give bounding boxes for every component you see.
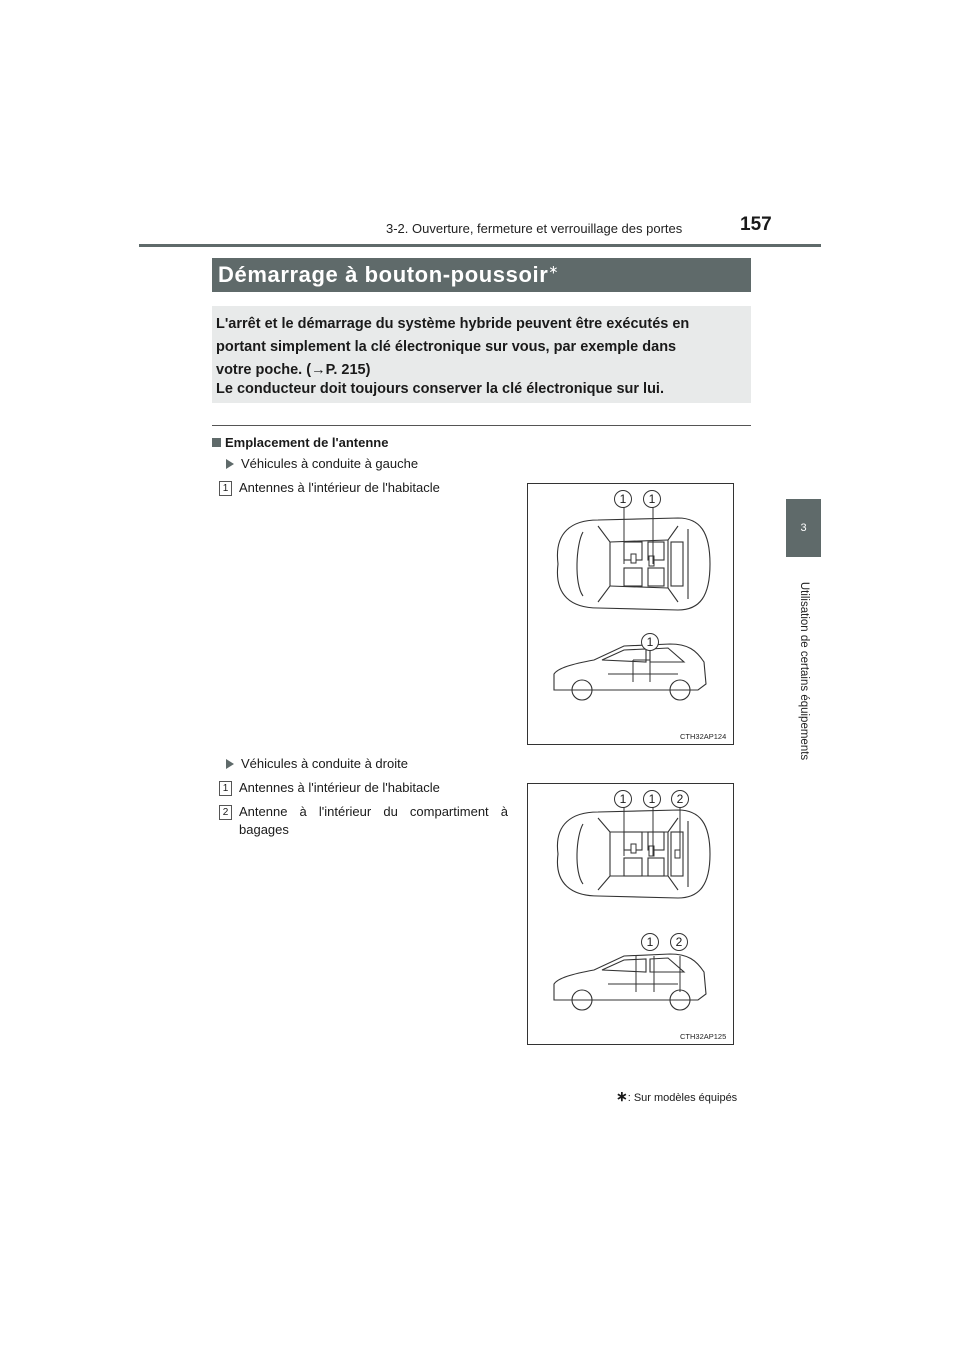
- asterisk-icon: ∗: [548, 262, 560, 277]
- rhd-item-2-text-line-1: Antenne à l'intérieur du compartiment à: [239, 804, 508, 819]
- footnote: [616, 1088, 737, 1105]
- section-title-text: Emplacement de l'antenne: [225, 435, 389, 450]
- rhd-heading-text: Véhicules à conduite à droite: [241, 756, 408, 771]
- callout-1: 1: [643, 790, 661, 808]
- page-title-bar: [212, 258, 751, 292]
- rhd-antenna-figure: [527, 783, 734, 1045]
- page-number: 157: [740, 214, 772, 235]
- rhd-item-2-number: 2: [219, 805, 232, 820]
- page-title-text: Démarrage à bouton-poussoir: [218, 262, 549, 287]
- callout-1: 1: [614, 490, 632, 508]
- header-rule: [139, 244, 821, 247]
- asterisk-icon: ∗: [616, 1088, 628, 1104]
- intro-box: [212, 306, 751, 403]
- square-bullet-icon: [212, 438, 221, 447]
- lhd-antenna-figure: [527, 483, 734, 745]
- callout-1: 1: [641, 633, 659, 651]
- rhd-item-1-text: Antennes à l'intérieur de l'habitacle: [239, 780, 440, 795]
- section-rule: [212, 425, 751, 426]
- callout-1: 1: [643, 490, 661, 508]
- header-section-title: 3-2. Ouverture, fermeture et verrouillage des portes: [386, 221, 683, 236]
- callout-2: 2: [671, 790, 689, 808]
- callout-1: 1: [641, 933, 659, 951]
- page-title: [218, 262, 559, 288]
- arrow-right-icon: [226, 759, 234, 769]
- rhd-item-1-number: 1: [219, 781, 232, 796]
- chapter-tab-title-text: Utilisation de certains équipements: [797, 581, 810, 761]
- lhd-item-number: 1: [219, 481, 232, 496]
- figure-code: CTH32AP124: [680, 732, 727, 741]
- callout-2: 2: [670, 933, 688, 951]
- rhd-item-2-text-line-2: bagages: [239, 822, 289, 837]
- intro-line-2: portant simplement la clé électronique sur vous, par exemple dans: [216, 339, 677, 355]
- rhd-heading: [226, 756, 408, 771]
- callout-1: 1: [614, 790, 632, 808]
- figure-code: CTH32AP125: [680, 1032, 727, 1041]
- lhd-item-text: Antennes à l'intérieur de l'habitacle: [239, 480, 440, 495]
- lhd-heading-text: Véhicules à conduite à gauche: [241, 456, 419, 471]
- footnote-text: : Sur modèles équipés: [627, 1092, 738, 1104]
- intro-line-4: Le conducteur doit toujours conserver la clé électronique sur lui.: [216, 381, 664, 397]
- intro-line-1: L'arrêt et le démarrage du système hybride peuvent être exécutés en: [216, 316, 690, 332]
- lhd-heading: [226, 456, 418, 471]
- intro-line-3: votre poche. (→P. 215): [216, 362, 371, 378]
- rhd-car-illustration: [528, 784, 733, 1044]
- chapter-tab-number: 3: [786, 499, 821, 557]
- chapter-tab-title: [786, 566, 821, 776]
- section-title: [212, 435, 388, 450]
- lhd-car-illustration: [528, 484, 733, 744]
- arrow-right-icon: [226, 459, 234, 469]
